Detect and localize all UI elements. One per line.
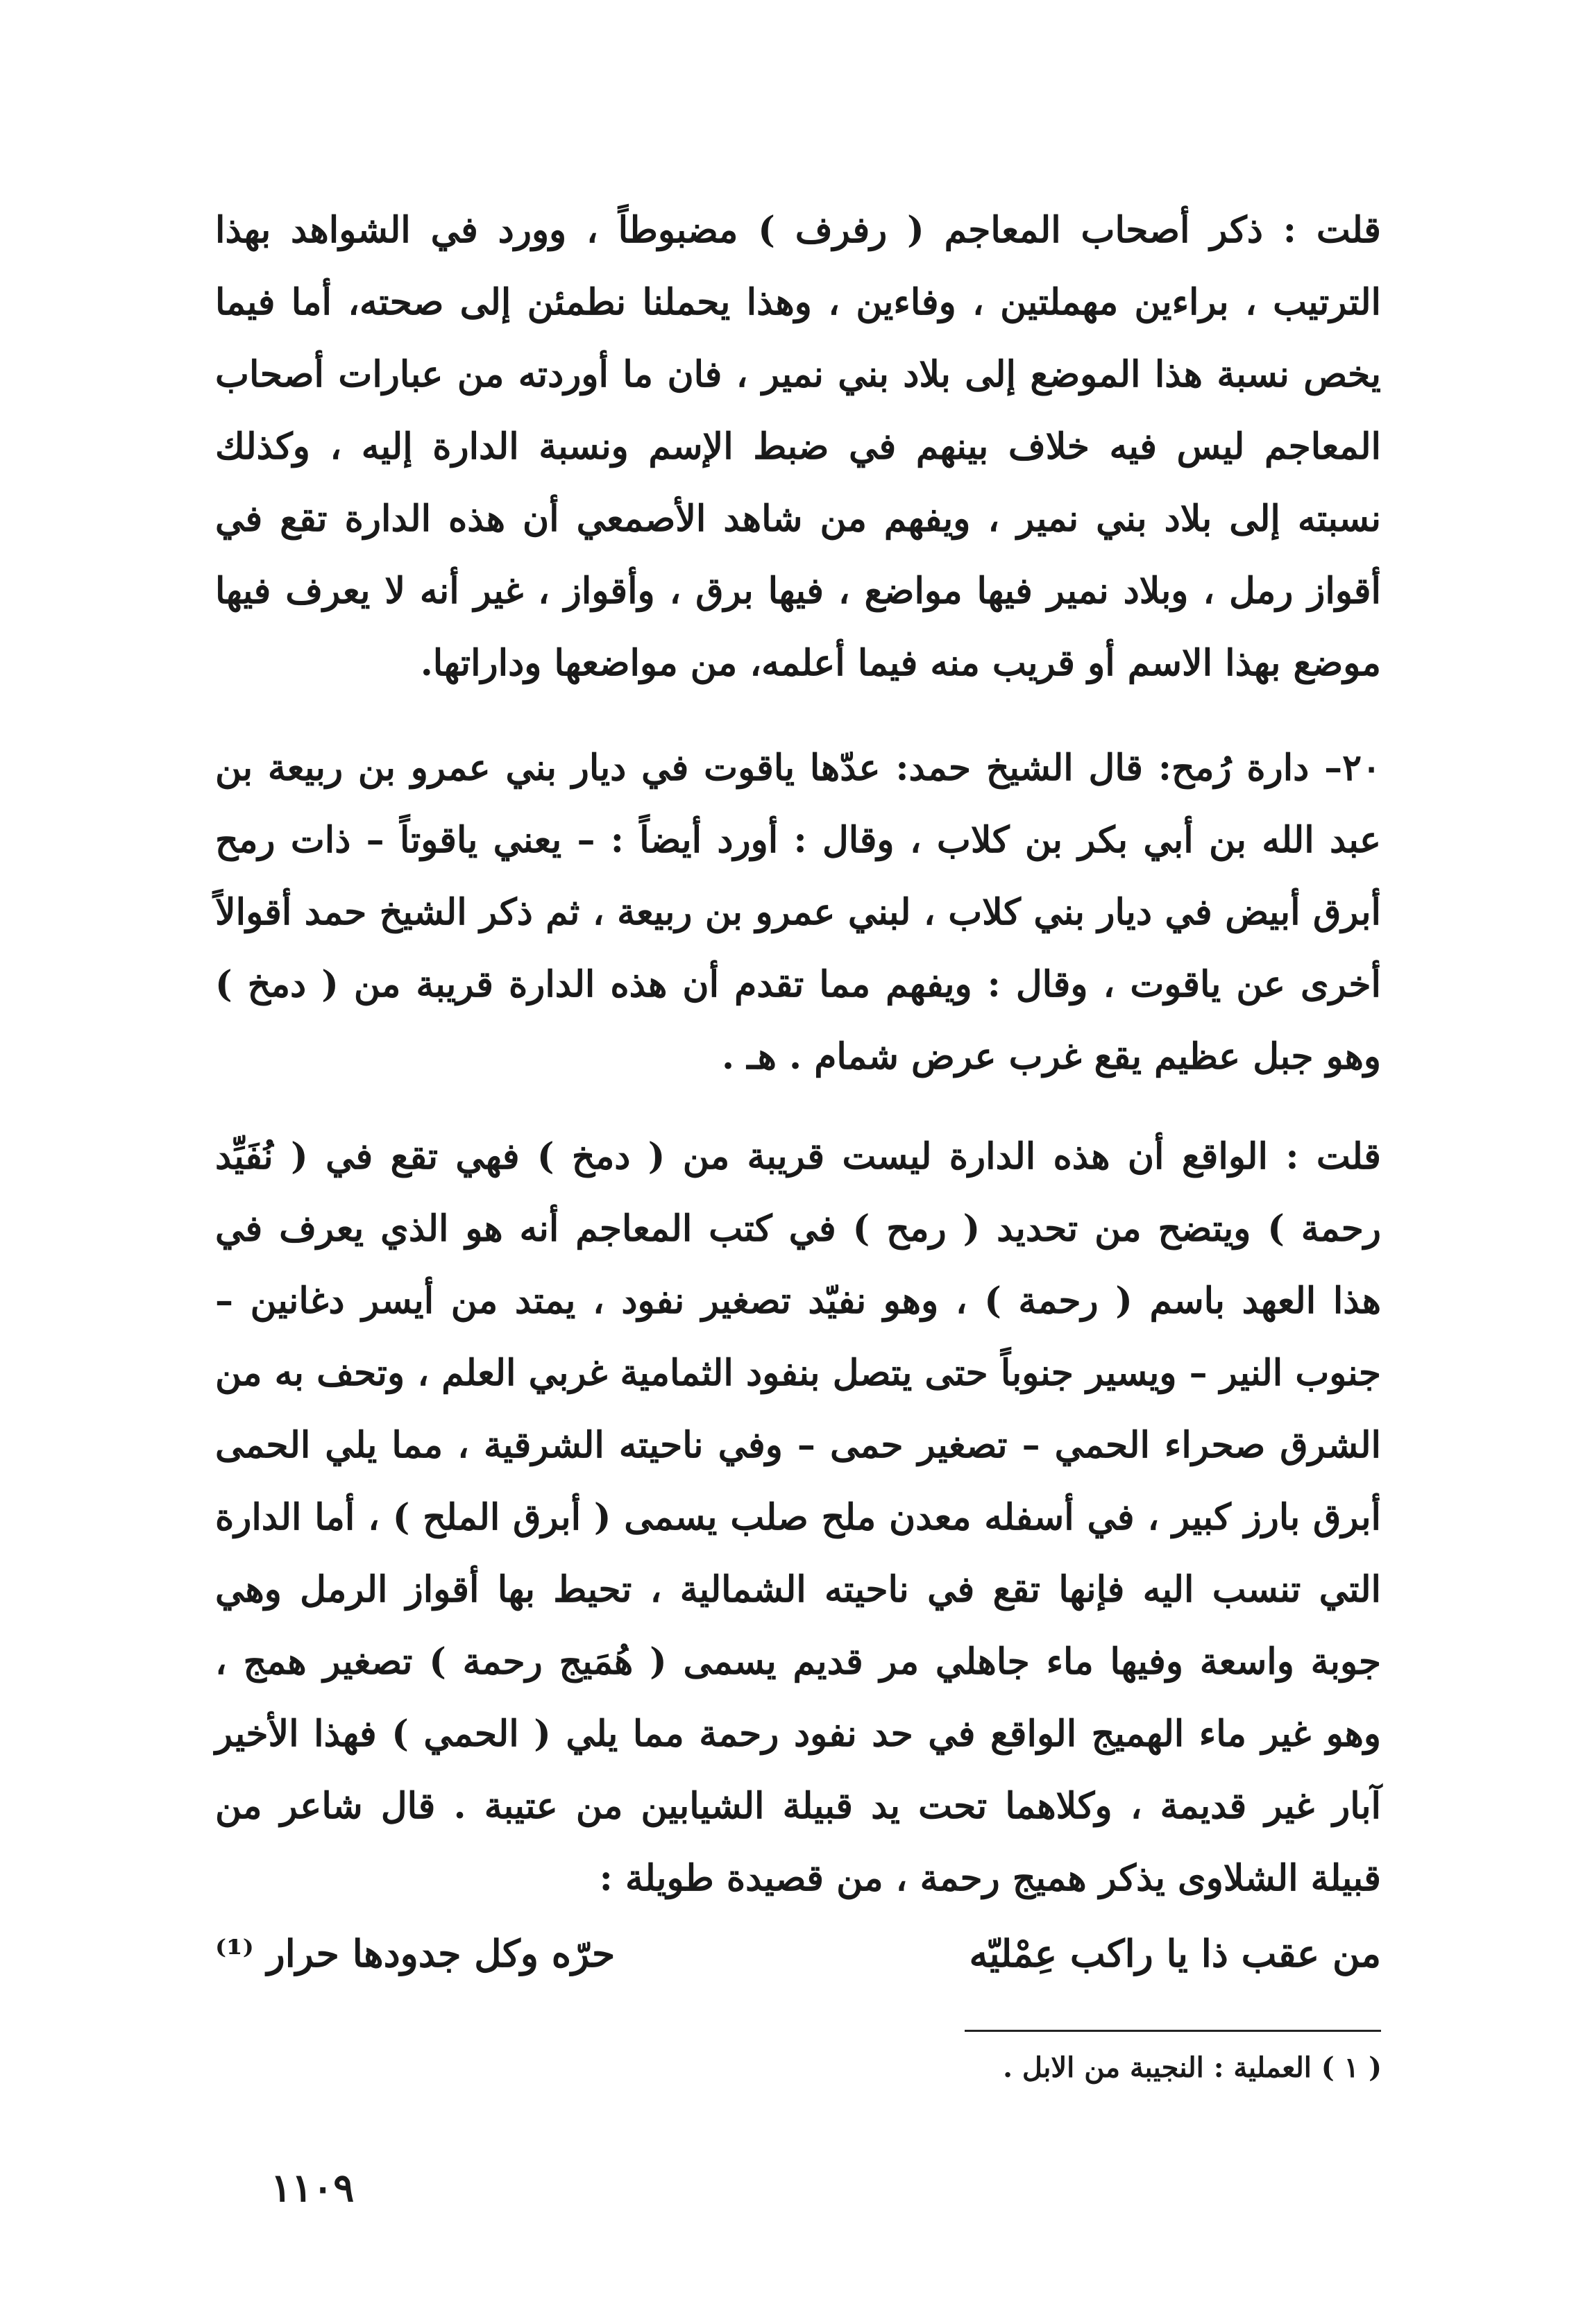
page-number: ١١٠٩: [271, 2165, 355, 2211]
poem-verse: [215, 1915, 1381, 1992]
footnote-divider: [965, 2030, 1381, 2032]
paragraph-2: [215, 732, 1381, 1093]
paragraph-text: قلت : ذكر أصحاب المعاجم ( رفرف ) مضبوطاً ، وورد في الشواهد بهذا الترتيب ، براءين مهملتين ، وفاءين ، وهذا يحملنا نطمئن إلى صحته، أما فيما يخص نسبة هذا الموضع إلى بلاد بني نمير ، فان ما أوردته من عبارات أصحاب المعاجم ليس فيه خلاف بينهم في ضبط الإسم ونسبة الدارة إليه ، وكذلك نسبته إلى بلاد بني نمير ، ويفهم من شاهد الأصمعي أن هذه الدارة تقع في أقواز رمل ، وبلاد نمير فيها مواضع ، فيها برق ، وأقواز ، غير أنه لا يعرف فيها موضع بهذا الاسم أو قريب منه فيما أعلمه، من مواضعها وداراتها.: [215, 209, 1381, 684]
footnote: ( ١ ) العملية : النجيبة من الابل .: [1003, 2051, 1382, 2084]
paragraph-text: ٢٠– دارة رُمح: قال الشيخ حمد: عدّها ياقوت في ديار بني عمرو بن ربيعة بن عبد الله بن أبي بكر بن كلاب ، وقال : أورد أيضاً : – يعني ياقوتاً – ذات رمح أبرق أبيض في ديار بني كلاب ، لبني عمرو بن ربيعة ، ثم ذكر الشيخ حمد أقوالاً أخرى عن ياقوت ، وقال : ويفهم مما تقدم أن هذه الدارة قريبة من ( دمخ ) وهو جبل عظيم يقع غرب عرض شمام . هـ .: [215, 747, 1381, 1078]
paragraph-3: [215, 1121, 1381, 1915]
verse-first-hemistich: من عقب ذا يا راكب عِمْليّه: [969, 1931, 1381, 1976]
paragraph-1: [215, 194, 1381, 699]
verse-second-hemistich: حرّه وكل جدودها حرار ⁽¹⁾: [215, 1931, 616, 1976]
paragraph-text: قلت : الواقع أن هذه الدارة ليست قريبة من ( دمخ ) فهي تقع في ( نُفَيِّد رحمة ) ويتضح من تحديد ( رمح ) في كتب المعاجم أنه هو الذي يعرف في هذا العهد باسم ( رحمة ) ، وهو نفيّد تصغير نفود ، يمتد من أيسر دغانين – جنوب النير – ويسير جنوباً حتى يتصل بنفود الثمامية غربي العلم ، وتحف به من الشرق صحراء الحمي – تصغير حمى – وفي ناحيته الشرقية ، مما يلي الحمى أبرق بارز كبير ، في أسفله معدن ملح صلب يسمى ( أبرق الملح ) ، أما الدارة التي تنسب اليه فإنها تقع في ناحيته الشمالية ، تحيط بها أقواز الرمل وهي جوبة واسعة وفيها ماء جاهلي مر قديم يسمى ( هُمَيج رحمة ) تصغير همج ، وهو غير ماء الهميج الواقع في حد نفود رحمة مما يلي ( الحمي ) فهذا الأخير آبار غير قديمة ، وكلاهما تحت يد قبيلة الشيابين من عتيبة . قال شاعر من قبيلة الشلاوى يذكر هميج رحمة ، من قصيدة طويلة :: [215, 1135, 1381, 1899]
